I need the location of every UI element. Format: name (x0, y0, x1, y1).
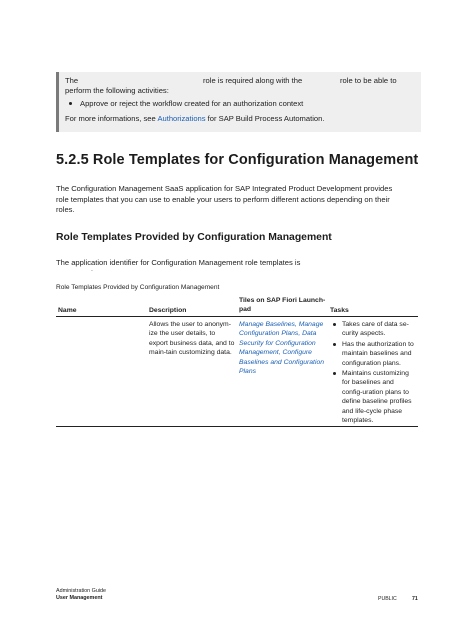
column-header-tasks: Tasks (330, 307, 349, 314)
table-header-rule (56, 316, 418, 317)
note-text: The (65, 76, 79, 85)
footer-document-info (56, 588, 106, 602)
app-id-value: . (91, 266, 93, 273)
bullet-icon (69, 102, 72, 105)
note-text: role is required along with the (203, 76, 303, 85)
list-item: Has the authorization to maintain baselines and configuration plans. (332, 340, 416, 368)
authorizations-link[interactable]: Authorizations (157, 114, 206, 123)
table-cell-tasks (332, 320, 416, 426)
footer-classification: PUBLIC (378, 596, 397, 602)
note-more-info (65, 114, 324, 124)
app-id-text: The application identifier for Configuration Management role templates is (56, 258, 301, 267)
section-heading: 5.2.5 Role Templates for Configuration Management (56, 152, 419, 168)
note-text: role to be able to (340, 76, 397, 85)
table-caption: Role Templates Provided by Configuration Management (56, 284, 220, 291)
table-cell-tiles[interactable]: Manage Baselines, Manage Configuration Plans, Data Security for Configuration Management, Configure Baselines and Configuration Plans (239, 321, 325, 376)
column-header-description: Description (149, 307, 187, 314)
footer-chapter: User Management (56, 595, 103, 601)
table-cell-description: Allows the user to anonym-ize the user details, to export business data, and to main-tain customizing data. (149, 321, 235, 357)
note-text: perform the following activities: (65, 86, 169, 95)
note-bullet-text: Approve or reject the workflow created for an authorization context (80, 99, 304, 108)
section-intro: The Configuration Management SaaS application for SAP Integrated Product Development provides role templates that you can use to enable your users to perform different actions depending on their roles. (56, 184, 393, 214)
list-item: Maintains customizing for baselines and config-uration plans to define baseline profiles and life-cycle phase templates. (332, 369, 416, 425)
subsection-heading: Role Templates Provided by Configuration Management (56, 232, 332, 243)
note-box (56, 72, 421, 132)
note-more-prefix: For more informations, see (65, 114, 158, 123)
column-header-name: Name (58, 307, 77, 314)
note-more-suffix: for SAP Build Process Automation. (205, 114, 325, 123)
footer-guide: Administration Guide (56, 588, 107, 594)
page-number: 71 (412, 596, 418, 602)
tasks-list (332, 320, 416, 425)
list-item: Takes care of data se-curity aspects. (332, 320, 416, 339)
column-header-tiles: Tiles on SAP Fiori Launch-pad (239, 297, 326, 313)
table-bottom-rule (56, 426, 418, 427)
